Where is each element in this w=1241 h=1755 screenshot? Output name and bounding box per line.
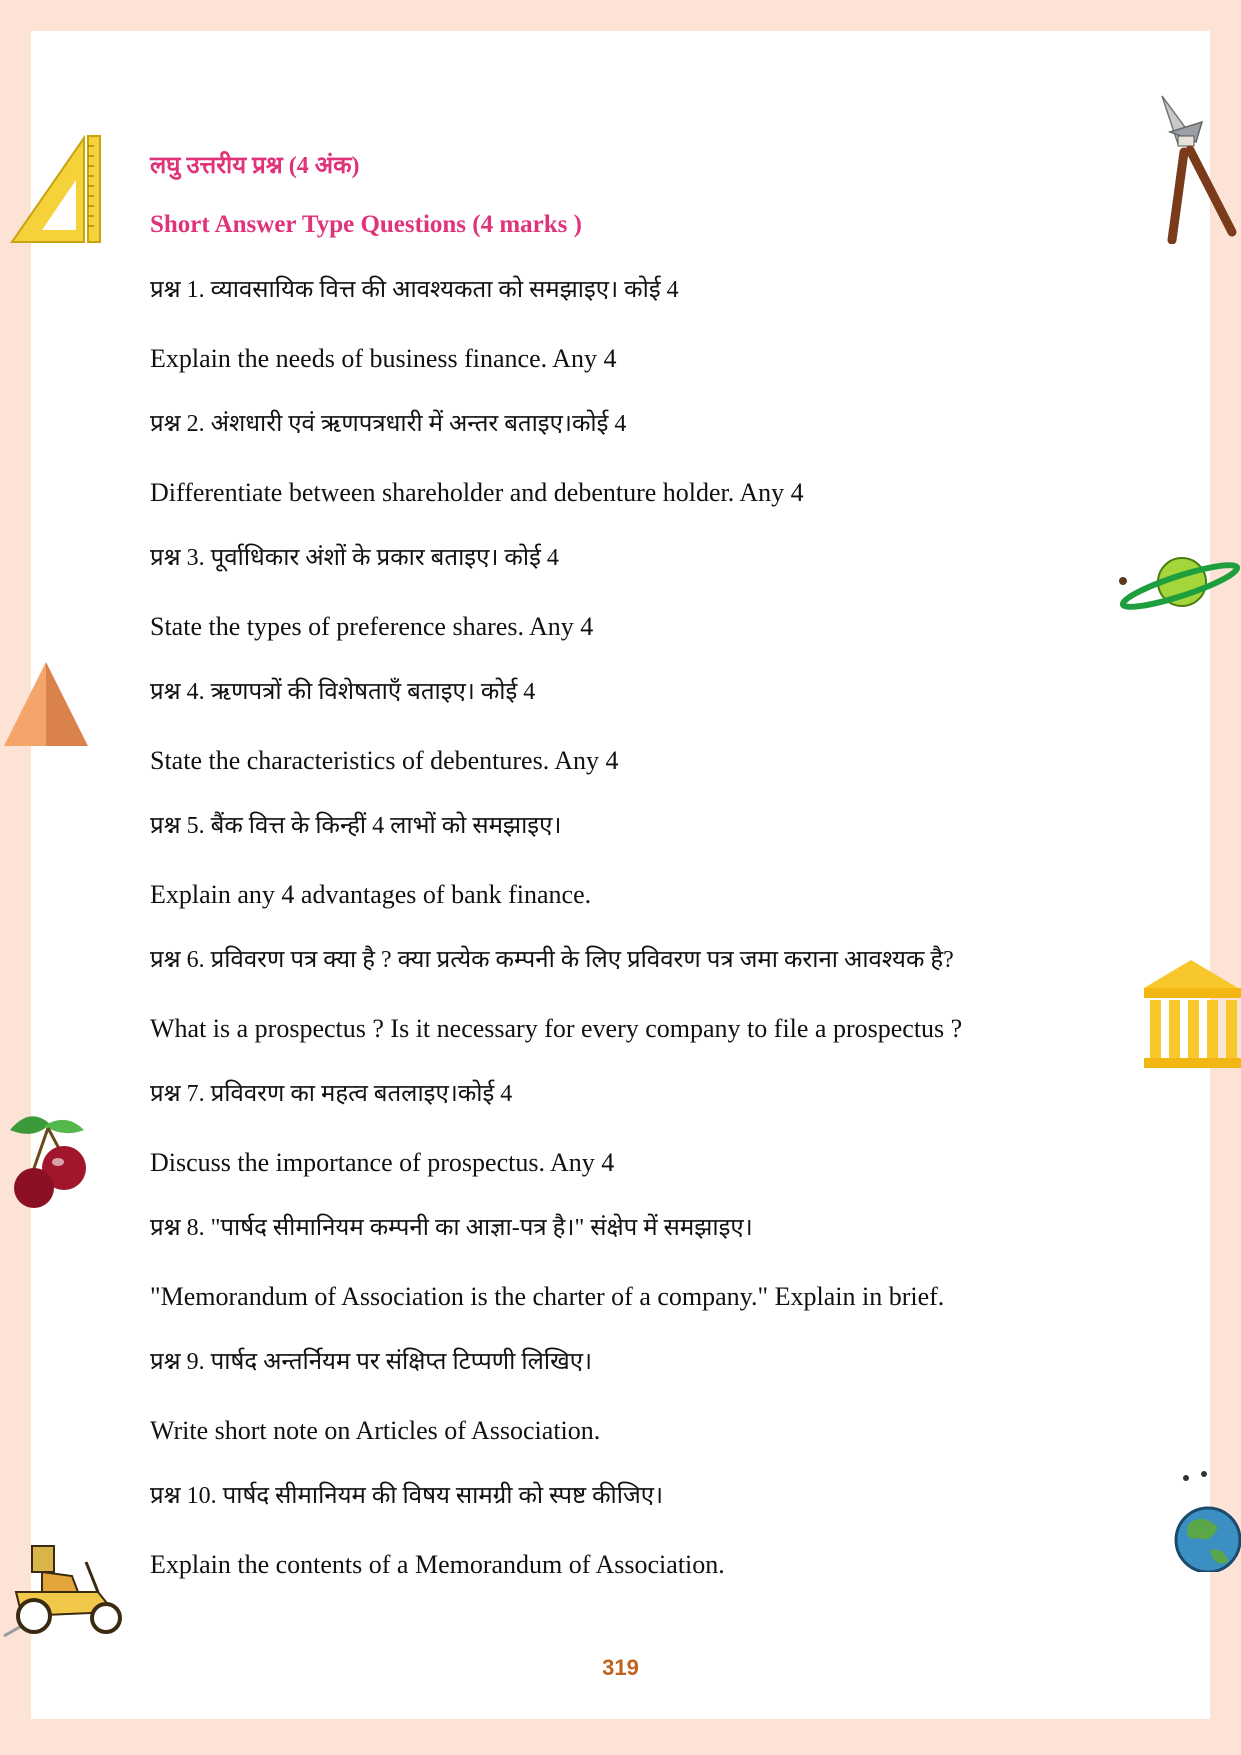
question-4-english: State the characteristics of debentures. Any 4 — [150, 746, 619, 775]
question-2-english: Differentiate between shareholder and debenture holder. Any 4 — [150, 478, 804, 507]
question-5-hindi: प्रश्न 5. बैंक वित्त के किन्हीं 4 लाभों को समझाइए। — [150, 813, 562, 839]
question-8-english: "Memorandum of Association is the charter of a company." Explain in brief. — [150, 1282, 945, 1311]
globe-icon — [1170, 1468, 1241, 1572]
saturn-planet-icon — [1112, 548, 1241, 618]
pruning-shears-icon — [1150, 92, 1240, 244]
question-9-hindi: प्रश्न 9. पार्षद अन्तर्नियम पर संक्षिप्त टिप्पणी लिखिए। — [150, 1349, 593, 1375]
question-1-english: Explain the needs of business finance. Any 4 — [150, 344, 617, 373]
steam-car-icon — [2, 1532, 128, 1642]
question-10-english: Explain the contents of a Memorandum of Association. — [150, 1550, 725, 1579]
question-7-hindi: प्रश्न 7. प्रविवरण का महत्व बतलाइए।कोई 4 — [150, 1081, 513, 1107]
question-2-hindi: प्रश्न 2. अंशधारी एवं ऋणपत्रधारी में अन्तर बताइए।कोई 4 — [150, 411, 627, 437]
question-9-english: Write short note on Articles of Association. — [150, 1416, 601, 1445]
question-6-english: What is a prospectus ? Is it necessary for every company to file a prospectus ? — [150, 1014, 963, 1043]
set-square-ruler-icon — [8, 132, 104, 244]
question-10-hindi: प्रश्न 10. पार्षद सीमानियम की विषय सामग्री को स्पष्ट कीजिए। — [150, 1483, 664, 1509]
page-number: 319 — [602, 1655, 639, 1680]
question-6-hindi: प्रश्न 6. प्रविवरण पत्र क्या है ? क्या प्रत्येक कम्पनी के लिए प्रविवरण पत्र जमा कराना आवश्यक है? — [150, 947, 954, 973]
cherries-icon — [4, 1104, 90, 1210]
question-3-english: State the types of preference shares. Any 4 — [150, 612, 594, 641]
question-1-hindi: प्रश्न 1. व्यावसायिक वित्त की आवश्यकता को समझाइए। कोई 4 — [150, 277, 679, 303]
question-8-hindi: प्रश्न 8. "पार्षद सीमानियम कम्पनी का आज्ञा-पत्र है।" संक्षेप में समझाइए। — [150, 1215, 753, 1241]
question-5-english: Explain any 4 advantages of bank finance. — [150, 880, 592, 909]
section-title-english: Short Answer Type Questions (4 marks ) — [150, 211, 582, 238]
question-3-hindi: प्रश्न 3. पूर्वाधिकार अंशों के प्रकार बताइए। कोई 4 — [150, 545, 559, 571]
section-title-hindi: लघु उत्तरीय प्रश्न (4 अंक) — [150, 153, 360, 179]
question-4-hindi: प्रश्न 4. ऋणपत्रों की विशेषताएँ बताइए। कोई 4 — [150, 679, 536, 705]
pyramid-icon — [2, 660, 90, 748]
question-7-english: Discuss the importance of prospectus. Any 4 — [150, 1148, 615, 1177]
greek-temple-icon — [1142, 956, 1241, 1072]
